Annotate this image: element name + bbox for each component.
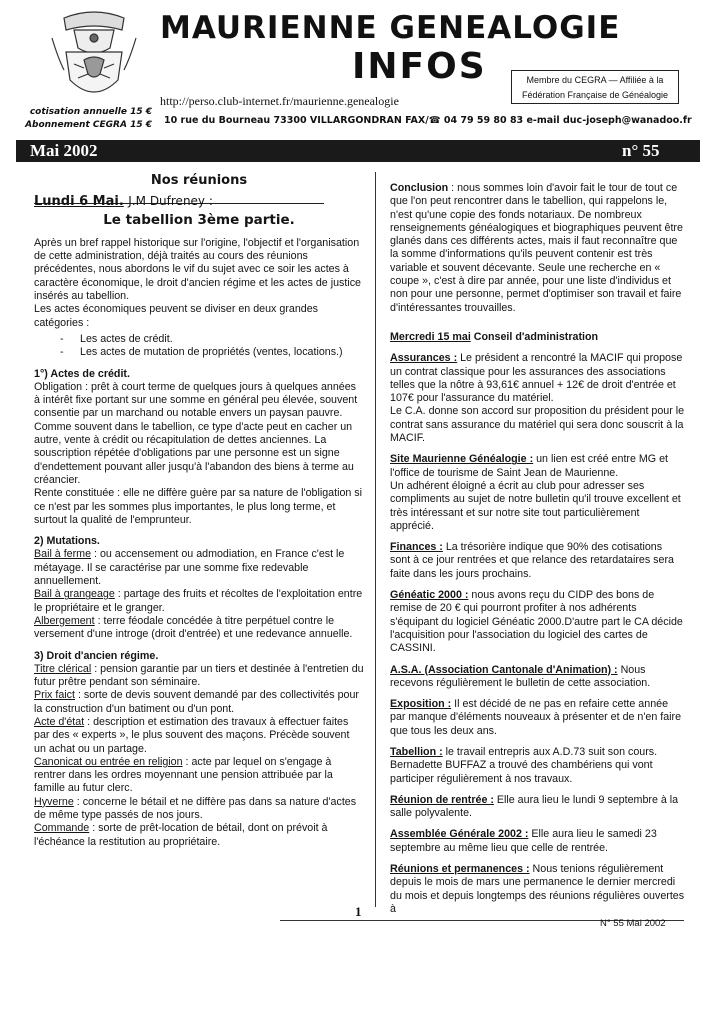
permanences-term: Réunions et permanences : [390, 863, 530, 876]
assurances-text: Le président a rencontré la MACIF qui propose un contrat classique pour les assurances des associations telles que la nôtre à 93,61€ annuel + 12€ de droit d'entrée et 107€ pour l'assurance du matériel. [390, 352, 683, 405]
categories-list [60, 333, 364, 360]
newsletter-title-line2: INFOS [352, 46, 487, 87]
exposition-term: Exposition : [390, 698, 452, 711]
list-item: - Les actes de mutation de propriétés (ventes, locations.) [60, 346, 364, 359]
site-paragraph [390, 453, 685, 480]
geneatic-paragraph [390, 589, 685, 655]
permanences-paragraph [390, 863, 685, 916]
credit-paragraph-1: Obligation : prêt à court terme de quelques jours à quelques années à intérêt fixe portant sur une somme en général peu élevée, souvent consentie par un marchand ou notable envers un paysan pauvre. [34, 380, 358, 420]
regime-item [34, 796, 364, 823]
regime-term: Canonicat ou entrée en religion [34, 755, 183, 768]
ag-text: Elle aura lieu le samedi 23 septembre au même lieu que celle de rentrée. [390, 828, 657, 854]
regime-term: Titre clérical [34, 662, 92, 675]
asa-term: A.S.A. (Association Cantonale d'Animation) : [390, 663, 618, 676]
regime-text: : sorte de devis souvent demandé par des collectivités pour la construction d'un batiment ou d'un pont. [34, 689, 359, 715]
meeting2-date: Mercredi 15 mai [390, 330, 471, 343]
intro-paragraph-2: Les actes économiques peuvent se diviser en deux grandes catégories : [34, 303, 318, 329]
finances-paragraph [390, 541, 685, 581]
mutation-term: Bail à ferme [34, 548, 92, 561]
assurances-term: Assurances : [390, 352, 458, 365]
site-paragraph-2: Un adhérent éloigné a écrit au club pour adresser ses compliments au sujet de notre bulletin qu'il trouve excellent et très intéressant et sur notre site tout particulièrement apprécié. [390, 479, 681, 532]
abonnement-text: Abonnement CEGRA 15 € [25, 120, 152, 130]
issue-date: Mai 2002 [30, 141, 98, 160]
membership-fees [18, 106, 152, 132]
issue-number: n° 55 [622, 141, 660, 160]
affiliation-line1: Membre du CEGRA — Affiliée à la [526, 75, 664, 85]
mutation-term: Bail à grangeage [34, 588, 115, 601]
tabellion-text: le travail entrepris aux A.D.73 suit son cours. Bernadette BUFFAZ a trouvé des chambériens qui vont participer régulièrement à nos travaux. [390, 745, 658, 785]
intro-paragraph: Après un bref rappel historique sur l'origine, l'objectif et l'organisation de cette administration, déjà traités au cours des réunions précédentes, nous abordons le vif du sujet avec ce soir les actes à caractère économique, le droit d'ancien régime et les actes de justice insérés au tabellion. [34, 236, 361, 303]
regime-term: Acte d'état [34, 715, 85, 728]
regime-term: Hyverne [34, 795, 74, 808]
regime-text: : sorte de prêt-location de bétail, dont on prévoit à l'échéance la restitution au propriétaire. [34, 822, 328, 848]
regime-term: Commande [34, 822, 90, 835]
reunion-term: Réunion de rentrée : [390, 793, 494, 806]
asa-paragraph [390, 664, 685, 691]
geneatic-term: Généatic 2000 : [390, 589, 469, 602]
regime-item [34, 689, 364, 716]
page-number: 1 [355, 904, 362, 919]
regime-text: : concerne le bétail et ne diffère pas dans sa nature d'actes de même type passés de nos jours. [34, 795, 357, 822]
assurances-paragraph-2: Le C.A. donne son accord sur proposition du président pour le contrat sans assurance du matériel qui sera donc souscrit à la MACIF. [390, 405, 685, 445]
mutation-item [34, 615, 364, 642]
site-term: Site Maurienne Généalogie : [390, 453, 534, 466]
cotisation-text: cotisation annuelle 15 € [29, 107, 152, 117]
conclusion-text: : nous sommes loin d'avoir fait le tour de tout ce que l'on peut rencontrer dans le tabellion, qui rappelons le, n'est qu'une copie des fonds notariaux. De nombreux renseignements généalogiques et biographiques peuvent être glanés dans ces différents actes, mais il faut reconnaître que la somme d'informations qu'ils peuvent contenir est très variable et souvent décevante. Seule une recherche en « coupe », c'est à dire par année, pour une liste d'individus et non pour une personne, permet d'optimiser son travail et faire d'intéressantes trouvailles. [390, 182, 683, 314]
regime-item [34, 716, 364, 756]
footer-issue: N° 55 Mai 2002 [600, 918, 666, 929]
list-item: - Les actes de crédit. [60, 333, 364, 346]
regime-term: Prix faict [34, 689, 75, 702]
exposition-paragraph [390, 698, 685, 738]
website-url[interactable]: http://perso.club-internet.fr/maurienne.genealogie [160, 94, 399, 108]
regime-text: : pension garantie par un tiers et destinée à l'entretien du futur prêtre pendant son séminaire. [34, 662, 364, 689]
assurances-paragraph [390, 352, 685, 405]
meeting-speaker: J.M Dufreney : [128, 194, 213, 209]
meeting-subtitle: Le tabellion 3ème partie. [103, 211, 295, 228]
site-text: un lien est créé entre MG et l'office de tourisme de Saint Jean de Maurienne. [390, 453, 668, 479]
ag-term: Assemblée Générale 2002 : [390, 828, 529, 841]
affiliation-box [511, 70, 679, 104]
finances-term: Finances : [390, 541, 443, 554]
meeting2-title: Conseil d'administration [470, 330, 599, 343]
affiliation-line2: Fédération Française de Généalogie [521, 90, 669, 100]
credit-paragraph-2: Comme souvent dans le tabellion, ce type d'acte peut en cacher un autre, vente à crédit ou récapitulation de dettes anciennes. La souscription répétée d'obligations par une personne est un signe d'endettement pouvant aller jusqu'à l'abandon des biens à terme au créancier. [34, 420, 354, 486]
permanences-text: Nous tenions régulièrement depuis le mois de mars une permanence le dernier mercredi du mois et depuis longtemps des réunions régulières ouvertes à [390, 863, 685, 915]
regime-item [34, 663, 364, 690]
regime-item [34, 756, 364, 796]
column-divider [375, 172, 376, 907]
mutation-item [34, 548, 364, 588]
meeting-day: Lundi 6 Mai. [34, 194, 124, 210]
regime-text: : description et estimation des travaux à effectuer faites par des « experts », le plus souvent des maçons. Précède souvent un achat ou un partage. [34, 715, 350, 755]
reunion-text: Elle aura lieu le lundi 9 septembre à la salle polyvalente. [390, 793, 679, 820]
credit-paragraph-3: Rente constituée : elle ne diffère guère par sa nature de l'obligation si ce n'est par les sommes plus importantes, le plus long terme, et surtout la qualité de l'emprunteur. [34, 487, 363, 526]
heading-credit: 1°) Actes de crédit. [34, 367, 130, 380]
tabellion-paragraph [390, 746, 685, 786]
tabellion-term: Tabellion : [390, 745, 443, 758]
heading-ancien-regime: 3) Droit d'ancien régime. [34, 649, 159, 662]
regime-item [34, 822, 364, 849]
mutation-term: Albergement [34, 614, 95, 627]
ag-paragraph [390, 828, 685, 855]
coat-of-arms-logo [44, 8, 144, 106]
mutation-text: : ou accensement ou admodiation, en France c'est le métayage. Il se caractérise par une somme fixe redevable annuellement. [34, 548, 345, 588]
newsletter-title-line1: MAURIENNE GENEALOGIE [160, 10, 621, 46]
issue-bar [16, 140, 700, 162]
exposition-text: Il est décidé de ne pas en refaire cette année par manque d'éléments nouveaux à présenter et de n'en faire que tous les deux ans. [390, 698, 682, 737]
left-column [34, 172, 364, 849]
conclusion-label: Conclusion [390, 182, 449, 194]
geneatic-text: nous avons reçu du CIDP des bons de remise de 20 € qui pourront profiter à nos adhérents s'équipant du logiciel Généatic 2000.D'autre part le CA décide l'acquisition pour l'association du logiciel des cartes de CASSINI. [390, 589, 683, 655]
meeting2-heading [390, 331, 685, 344]
asa-text: Nous recevons régulièrement le bulletin de cette association. [390, 663, 651, 689]
mutation-text: : partage des fruits et récoltes de l'exploitation entre le propriétaire et le granger. [34, 588, 363, 614]
regime-text: : acte par lequel on s'engage à rentrer dans les ordres moyennant une pension attribuée par la famille au futur clerc. [34, 755, 333, 795]
mutation-item [34, 588, 364, 615]
right-column [390, 182, 685, 916]
mutation-text: : terre féodale concédée à titre perpétuel contre le versement d'une introge (droit d'entrée) et une redevance annuelle. [34, 614, 353, 641]
conclusion-paragraph [390, 182, 685, 315]
contact-address: 10 rue du Bourneau 73300 VILLARGONDRAN FAX/☎ 04 79 59 80 83 e-mail duc-joseph@wanadoo.fr [164, 115, 692, 126]
reunion-paragraph [390, 794, 685, 821]
finances-text: La trésorière indique que 90% des cotisations sont à ce jour rentrées et que relance des retardataires sera faite dans les jours prochains. [390, 541, 674, 580]
heading-mutations: 2) Mutations. [34, 535, 100, 548]
section-title: Nos réunions [150, 173, 248, 188]
